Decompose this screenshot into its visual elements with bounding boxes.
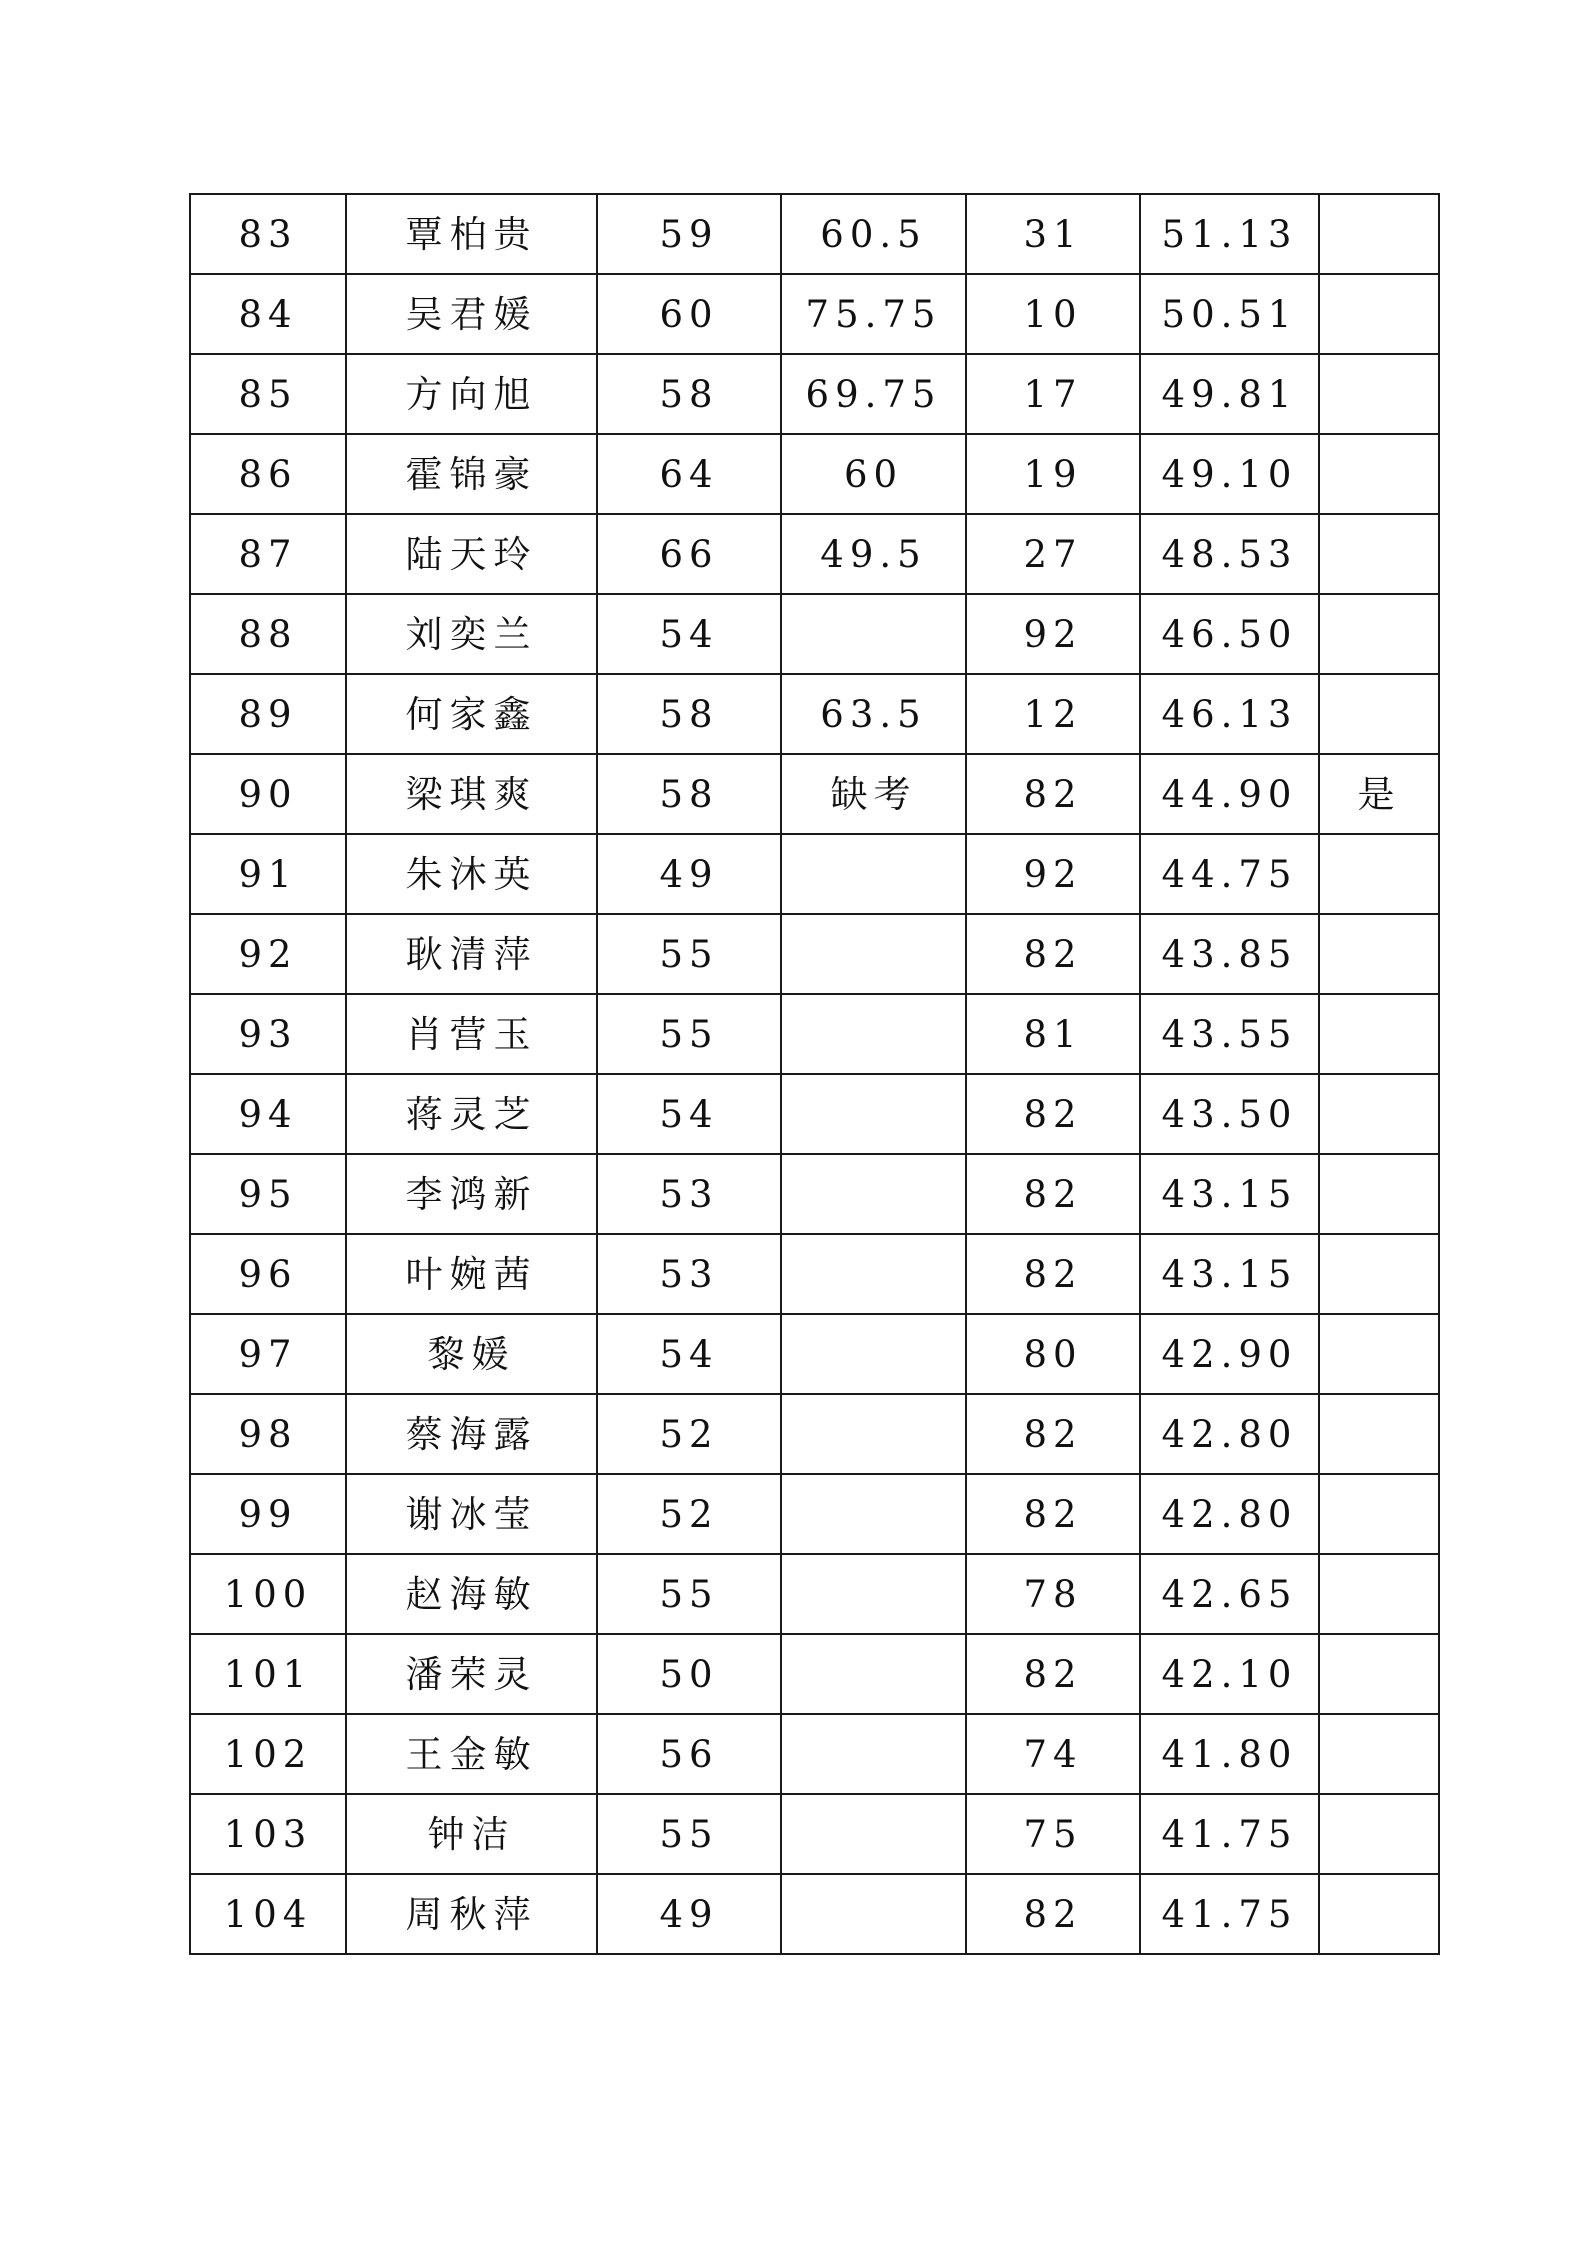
- cell-number: 103: [190, 1794, 346, 1874]
- table-row: [190, 914, 1439, 994]
- table-row: [190, 434, 1439, 514]
- cell-total: 50.51: [1140, 274, 1319, 354]
- cell-total: 43.85: [1140, 914, 1319, 994]
- cell-score-a: 54: [597, 1074, 781, 1154]
- cell-score-b: [781, 594, 966, 674]
- cell-score-b: [781, 1394, 966, 1474]
- cell-score-c: 27: [966, 514, 1140, 594]
- cell-flag: [1319, 1154, 1439, 1234]
- cell-score-a: 54: [597, 594, 781, 674]
- cell-score-c: 75: [966, 1794, 1140, 1874]
- cell-number: 102: [190, 1714, 346, 1794]
- cell-score-a: 54: [597, 1314, 781, 1394]
- cell-number: 97: [190, 1314, 346, 1394]
- cell-flag: [1319, 674, 1439, 754]
- table-row: [190, 1394, 1439, 1474]
- cell-score-b: [781, 1554, 966, 1634]
- cell-score-c: 82: [966, 1234, 1140, 1314]
- cell-flag: [1319, 994, 1439, 1074]
- cell-number: 92: [190, 914, 346, 994]
- cell-total: 42.80: [1140, 1474, 1319, 1554]
- table-row: [190, 594, 1439, 674]
- cell-score-a: 49: [597, 1874, 781, 1954]
- cell-name: 刘奕兰: [346, 594, 597, 674]
- cell-score-b: [781, 1794, 966, 1874]
- cell-number: 95: [190, 1154, 346, 1234]
- cell-score-a: 50: [597, 1634, 781, 1714]
- cell-name: 叶婉茜: [346, 1234, 597, 1314]
- cell-score-a: 59: [597, 194, 781, 274]
- table-row: [190, 834, 1439, 914]
- cell-total: 46.13: [1140, 674, 1319, 754]
- cell-score-a: 58: [597, 354, 781, 434]
- cell-score-a: 55: [597, 914, 781, 994]
- cell-flag: 是: [1319, 754, 1439, 834]
- cell-flag: [1319, 194, 1439, 274]
- table-row: [190, 1794, 1439, 1874]
- cell-flag: [1319, 1634, 1439, 1714]
- cell-flag: [1319, 274, 1439, 354]
- table-row: [190, 354, 1439, 434]
- cell-score-c: 10: [966, 274, 1140, 354]
- cell-number: 88: [190, 594, 346, 674]
- score-table-body: [190, 194, 1439, 1954]
- cell-score-b: [781, 834, 966, 914]
- cell-score-a: 53: [597, 1234, 781, 1314]
- cell-score-a: 60: [597, 274, 781, 354]
- cell-total: 43.55: [1140, 994, 1319, 1074]
- cell-flag: [1319, 1554, 1439, 1634]
- cell-score-c: 92: [966, 834, 1140, 914]
- cell-score-c: 78: [966, 1554, 1140, 1634]
- cell-flag: [1319, 1874, 1439, 1954]
- cell-score-c: 82: [966, 754, 1140, 834]
- cell-score-c: 82: [966, 1154, 1140, 1234]
- cell-total: 49.81: [1140, 354, 1319, 434]
- cell-score-c: 74: [966, 1714, 1140, 1794]
- table-row: [190, 1154, 1439, 1234]
- cell-total: 49.10: [1140, 434, 1319, 514]
- cell-name: 潘荣灵: [346, 1634, 597, 1714]
- cell-score-c: 82: [966, 1074, 1140, 1154]
- cell-score-c: 82: [966, 1394, 1140, 1474]
- cell-score-b: [781, 1074, 966, 1154]
- cell-score-b: 75.75: [781, 274, 966, 354]
- cell-score-b: 63.5: [781, 674, 966, 754]
- table-row: [190, 1874, 1439, 1954]
- cell-score-b: [781, 994, 966, 1074]
- cell-score-c: 82: [966, 1474, 1140, 1554]
- cell-name: 蒋灵芝: [346, 1074, 597, 1154]
- cell-flag: [1319, 354, 1439, 434]
- cell-flag: [1319, 514, 1439, 594]
- cell-score-a: 64: [597, 434, 781, 514]
- cell-score-b: 69.75: [781, 354, 966, 434]
- table-row: [190, 1634, 1439, 1714]
- cell-number: 83: [190, 194, 346, 274]
- cell-name: 霍锦豪: [346, 434, 597, 514]
- cell-flag: [1319, 594, 1439, 674]
- cell-score-a: 56: [597, 1714, 781, 1794]
- cell-score-a: 52: [597, 1394, 781, 1474]
- cell-name: 梁琪爽: [346, 754, 597, 834]
- cell-total: 44.90: [1140, 754, 1319, 834]
- cell-number: 101: [190, 1634, 346, 1714]
- cell-score-b: [781, 914, 966, 994]
- cell-flag: [1319, 1474, 1439, 1554]
- table-row: [190, 274, 1439, 354]
- cell-number: 99: [190, 1474, 346, 1554]
- cell-flag: [1319, 914, 1439, 994]
- cell-total: 48.53: [1140, 514, 1319, 594]
- cell-flag: [1319, 1314, 1439, 1394]
- cell-name: 覃柏贵: [346, 194, 597, 274]
- table-row: [190, 754, 1439, 834]
- cell-total: 43.50: [1140, 1074, 1319, 1154]
- cell-score-c: 80: [966, 1314, 1140, 1394]
- table-row: [190, 1314, 1439, 1394]
- cell-name: 赵海敏: [346, 1554, 597, 1634]
- cell-number: 89: [190, 674, 346, 754]
- cell-total: 43.15: [1140, 1234, 1319, 1314]
- cell-total: 42.90: [1140, 1314, 1319, 1394]
- table-row: [190, 1074, 1439, 1154]
- cell-flag: [1319, 834, 1439, 914]
- cell-flag: [1319, 1394, 1439, 1474]
- table-row: [190, 674, 1439, 754]
- cell-number: 86: [190, 434, 346, 514]
- cell-number: 94: [190, 1074, 346, 1154]
- table-row: [190, 514, 1439, 594]
- table-row: [190, 1554, 1439, 1634]
- cell-flag: [1319, 1714, 1439, 1794]
- cell-score-b: [781, 1234, 966, 1314]
- cell-total: 42.10: [1140, 1634, 1319, 1714]
- cell-score-c: 81: [966, 994, 1140, 1074]
- cell-name: 李鸿新: [346, 1154, 597, 1234]
- cell-score-b: [781, 1154, 966, 1234]
- cell-score-b: [781, 1474, 966, 1554]
- cell-score-c: 82: [966, 1634, 1140, 1714]
- cell-score-a: 55: [597, 1794, 781, 1874]
- cell-score-c: 82: [966, 1874, 1140, 1954]
- cell-score-a: 52: [597, 1474, 781, 1554]
- cell-score-a: 58: [597, 754, 781, 834]
- cell-name: 黎媛: [346, 1314, 597, 1394]
- cell-name: 吴君媛: [346, 274, 597, 354]
- cell-score-c: 17: [966, 354, 1140, 434]
- cell-number: 85: [190, 354, 346, 434]
- cell-score-c: 92: [966, 594, 1140, 674]
- cell-score-c: 19: [966, 434, 1140, 514]
- cell-total: 46.50: [1140, 594, 1319, 674]
- cell-total: 51.13: [1140, 194, 1319, 274]
- cell-flag: [1319, 1074, 1439, 1154]
- cell-flag: [1319, 434, 1439, 514]
- cell-number: 104: [190, 1874, 346, 1954]
- cell-total: 43.15: [1140, 1154, 1319, 1234]
- cell-name: 钟洁: [346, 1794, 597, 1874]
- table-row: [190, 1714, 1439, 1794]
- cell-name: 方向旭: [346, 354, 597, 434]
- cell-score-a: 55: [597, 994, 781, 1074]
- cell-score-a: 66: [597, 514, 781, 594]
- cell-name: 何家鑫: [346, 674, 597, 754]
- cell-score-a: 49: [597, 834, 781, 914]
- cell-flag: [1319, 1234, 1439, 1314]
- cell-score-b: [781, 1714, 966, 1794]
- cell-score-c: 31: [966, 194, 1140, 274]
- cell-score-b: 缺考: [781, 754, 966, 834]
- cell-total: 41.80: [1140, 1714, 1319, 1794]
- cell-name: 肖营玉: [346, 994, 597, 1074]
- cell-number: 96: [190, 1234, 346, 1314]
- table-row: [190, 994, 1439, 1074]
- cell-number: 84: [190, 274, 346, 354]
- cell-score-b: [781, 1874, 966, 1954]
- cell-total: 42.80: [1140, 1394, 1319, 1474]
- cell-total: 42.65: [1140, 1554, 1319, 1634]
- table-row: [190, 1474, 1439, 1554]
- cell-name: 蔡海露: [346, 1394, 597, 1474]
- cell-number: 90: [190, 754, 346, 834]
- cell-total: 44.75: [1140, 834, 1319, 914]
- cell-score-c: 82: [966, 914, 1140, 994]
- cell-flag: [1319, 1794, 1439, 1874]
- cell-number: 98: [190, 1394, 346, 1474]
- cell-score-b: 49.5: [781, 514, 966, 594]
- table-row: [190, 194, 1439, 274]
- cell-score-b: [781, 1634, 966, 1714]
- cell-name: 周秋萍: [346, 1874, 597, 1954]
- cell-score-c: 12: [966, 674, 1140, 754]
- cell-name: 谢冰莹: [346, 1474, 597, 1554]
- score-table: [189, 193, 1440, 1955]
- cell-number: 91: [190, 834, 346, 914]
- cell-score-a: 55: [597, 1554, 781, 1634]
- cell-name: 朱沐英: [346, 834, 597, 914]
- cell-number: 93: [190, 994, 346, 1074]
- cell-total: 41.75: [1140, 1874, 1319, 1954]
- cell-score-b: 60: [781, 434, 966, 514]
- table-row: [190, 1234, 1439, 1314]
- cell-score-a: 58: [597, 674, 781, 754]
- cell-name: 耿清萍: [346, 914, 597, 994]
- cell-score-b: [781, 1314, 966, 1394]
- cell-number: 100: [190, 1554, 346, 1634]
- cell-name: 陆天玲: [346, 514, 597, 594]
- cell-name: 王金敏: [346, 1714, 597, 1794]
- cell-number: 87: [190, 514, 346, 594]
- cell-score-b: 60.5: [781, 194, 966, 274]
- cell-total: 41.75: [1140, 1794, 1319, 1874]
- cell-score-a: 53: [597, 1154, 781, 1234]
